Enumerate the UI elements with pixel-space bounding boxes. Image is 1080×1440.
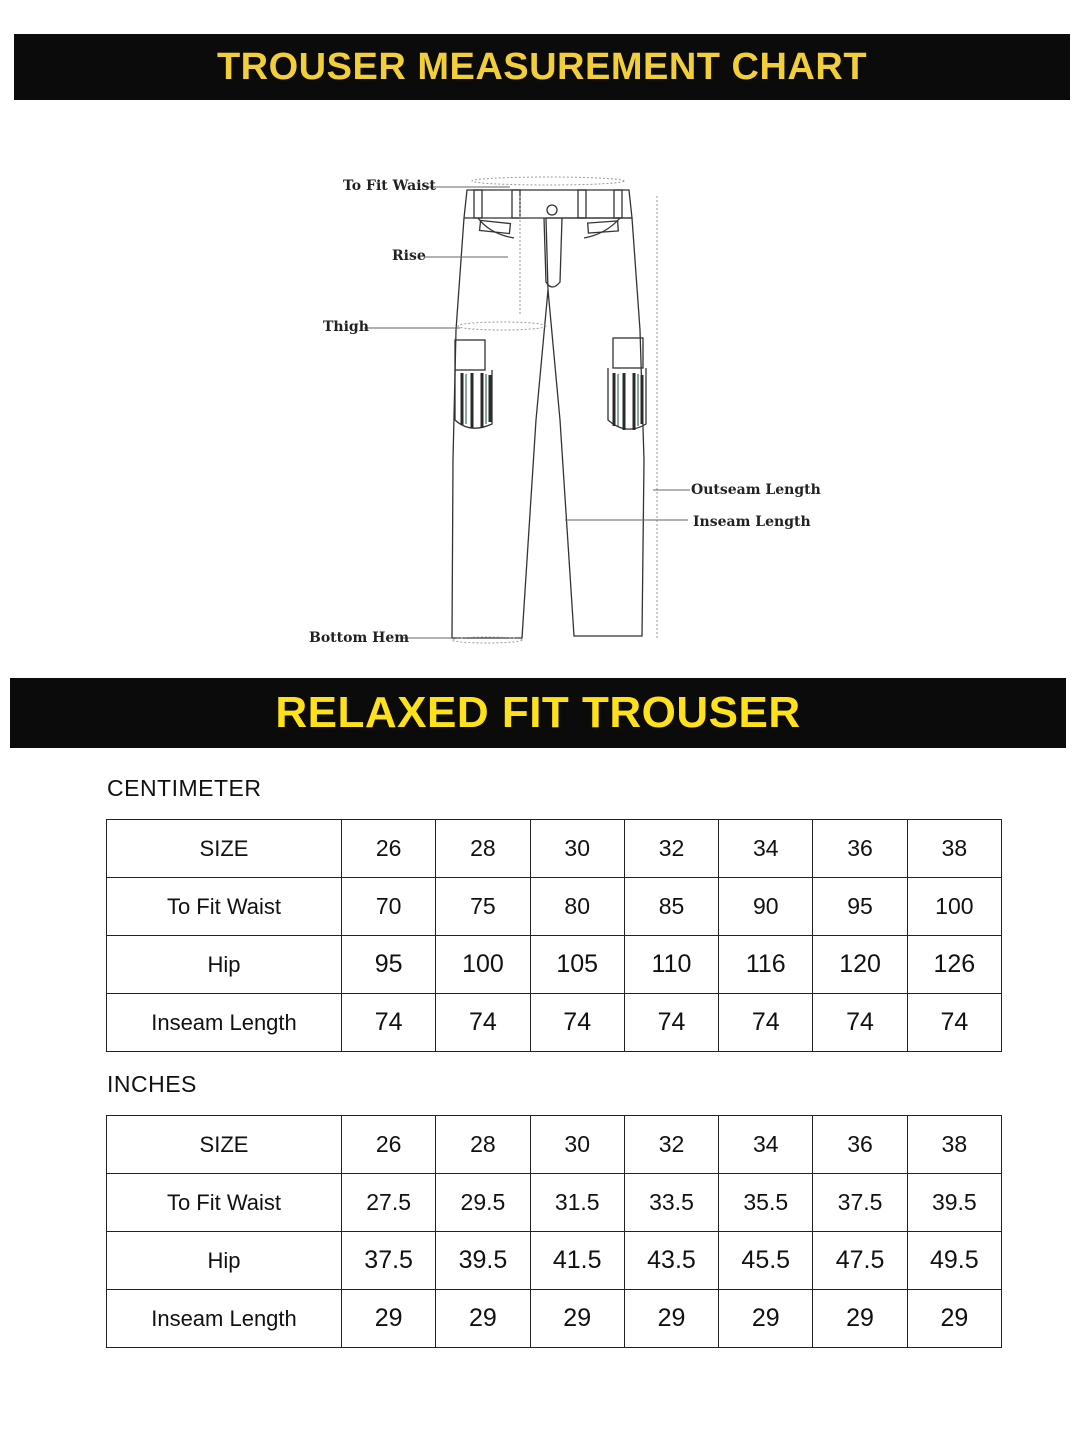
size-table-inches xyxy=(106,1115,1002,1348)
table-cell: 80 xyxy=(530,878,624,936)
row-header: Inseam Length xyxy=(107,994,342,1052)
trouser-diagram xyxy=(0,0,1080,670)
table-cell: 74 xyxy=(342,994,436,1052)
table-cell: 28 xyxy=(436,1116,530,1174)
table-cell: 27.5 xyxy=(342,1174,436,1232)
table-cell: 37.5 xyxy=(813,1174,907,1232)
table-row xyxy=(107,878,1002,936)
row-header: To Fit Waist xyxy=(107,878,342,936)
table-cell: 120 xyxy=(813,936,907,994)
size-table-cm xyxy=(106,819,1002,1052)
table-cell: 100 xyxy=(907,878,1001,936)
table-cell: 45.5 xyxy=(719,1232,813,1290)
row-header: Hip xyxy=(107,936,342,994)
table-cell: 38 xyxy=(907,820,1001,878)
table-row xyxy=(107,1290,1002,1348)
table-cell: 29 xyxy=(907,1290,1001,1348)
table-cell: 29 xyxy=(813,1290,907,1348)
table-cell: 29 xyxy=(342,1290,436,1348)
table-cell: 29 xyxy=(719,1290,813,1348)
table-cell: 30 xyxy=(530,820,624,878)
label-thigh: Thigh xyxy=(323,319,369,335)
table-row xyxy=(107,936,1002,994)
table-row xyxy=(107,994,1002,1052)
row-header: Inseam Length xyxy=(107,1290,342,1348)
table-cell: 126 xyxy=(907,936,1001,994)
table-cell: 105 xyxy=(530,936,624,994)
table-cell: 29 xyxy=(436,1290,530,1348)
table-cell: 74 xyxy=(530,994,624,1052)
label-to-fit-waist: To Fit Waist xyxy=(343,178,436,194)
table-cell: 95 xyxy=(342,936,436,994)
table-cell: 29 xyxy=(530,1290,624,1348)
label-outseam-length: Outseam Length xyxy=(691,482,821,498)
table-cell: 28 xyxy=(436,820,530,878)
table-cell: 74 xyxy=(436,994,530,1052)
row-header: SIZE xyxy=(107,820,342,878)
trouser-illustration xyxy=(0,0,1080,670)
table-cell: 47.5 xyxy=(813,1232,907,1290)
page-title: TROUSER MEASUREMENT CHART xyxy=(216,45,868,88)
label-inseam-length: Inseam Length xyxy=(693,514,811,530)
table-cell: 37.5 xyxy=(342,1232,436,1290)
table-cell: 32 xyxy=(624,820,718,878)
table-cell: 29 xyxy=(624,1290,718,1348)
table-row xyxy=(107,1232,1002,1290)
table-cell: 74 xyxy=(907,994,1001,1052)
table-cell: 74 xyxy=(624,994,718,1052)
table-cell: 74 xyxy=(813,994,907,1052)
table-cell: 31.5 xyxy=(530,1174,624,1232)
label-rise: Rise xyxy=(392,248,426,264)
table-cell: 43.5 xyxy=(624,1232,718,1290)
table-cell: 41.5 xyxy=(530,1232,624,1290)
table-cell: 35.5 xyxy=(719,1174,813,1232)
table-cell: 32 xyxy=(624,1116,718,1174)
table-cell: 36 xyxy=(813,1116,907,1174)
table-cell: 34 xyxy=(719,820,813,878)
row-header: SIZE xyxy=(107,1116,342,1174)
section-title: RELAXED FIT TROUSER xyxy=(275,688,801,737)
table-cell: 85 xyxy=(624,878,718,936)
table-cell: 39.5 xyxy=(436,1232,530,1290)
table-row xyxy=(107,820,1002,878)
table-row xyxy=(107,1116,1002,1174)
table-cell: 38 xyxy=(907,1116,1001,1174)
table-cell: 26 xyxy=(342,1116,436,1174)
table-cell: 95 xyxy=(813,878,907,936)
unit-label-inches: INCHES xyxy=(107,1071,197,1097)
row-header: Hip xyxy=(107,1232,342,1290)
table-cell: 49.5 xyxy=(907,1232,1001,1290)
table-cell: 90 xyxy=(719,878,813,936)
table-cell: 26 xyxy=(342,820,436,878)
table-cell: 70 xyxy=(342,878,436,936)
table-cell: 110 xyxy=(624,936,718,994)
table-cell: 39.5 xyxy=(907,1174,1001,1232)
table-cell: 33.5 xyxy=(624,1174,718,1232)
label-bottom-hem: Bottom Hem xyxy=(309,630,410,646)
table-cell: 34 xyxy=(719,1116,813,1174)
table-cell: 75 xyxy=(436,878,530,936)
row-header: To Fit Waist xyxy=(107,1174,342,1232)
table-cell: 100 xyxy=(436,936,530,994)
unit-label-cm: CENTIMETER xyxy=(107,775,262,801)
table-cell: 36 xyxy=(813,820,907,878)
table-cell: 116 xyxy=(719,936,813,994)
section-banner xyxy=(10,678,1066,748)
table-cell: 74 xyxy=(719,994,813,1052)
table-cell: 30 xyxy=(530,1116,624,1174)
table-cell: 29.5 xyxy=(436,1174,530,1232)
table-row xyxy=(107,1174,1002,1232)
